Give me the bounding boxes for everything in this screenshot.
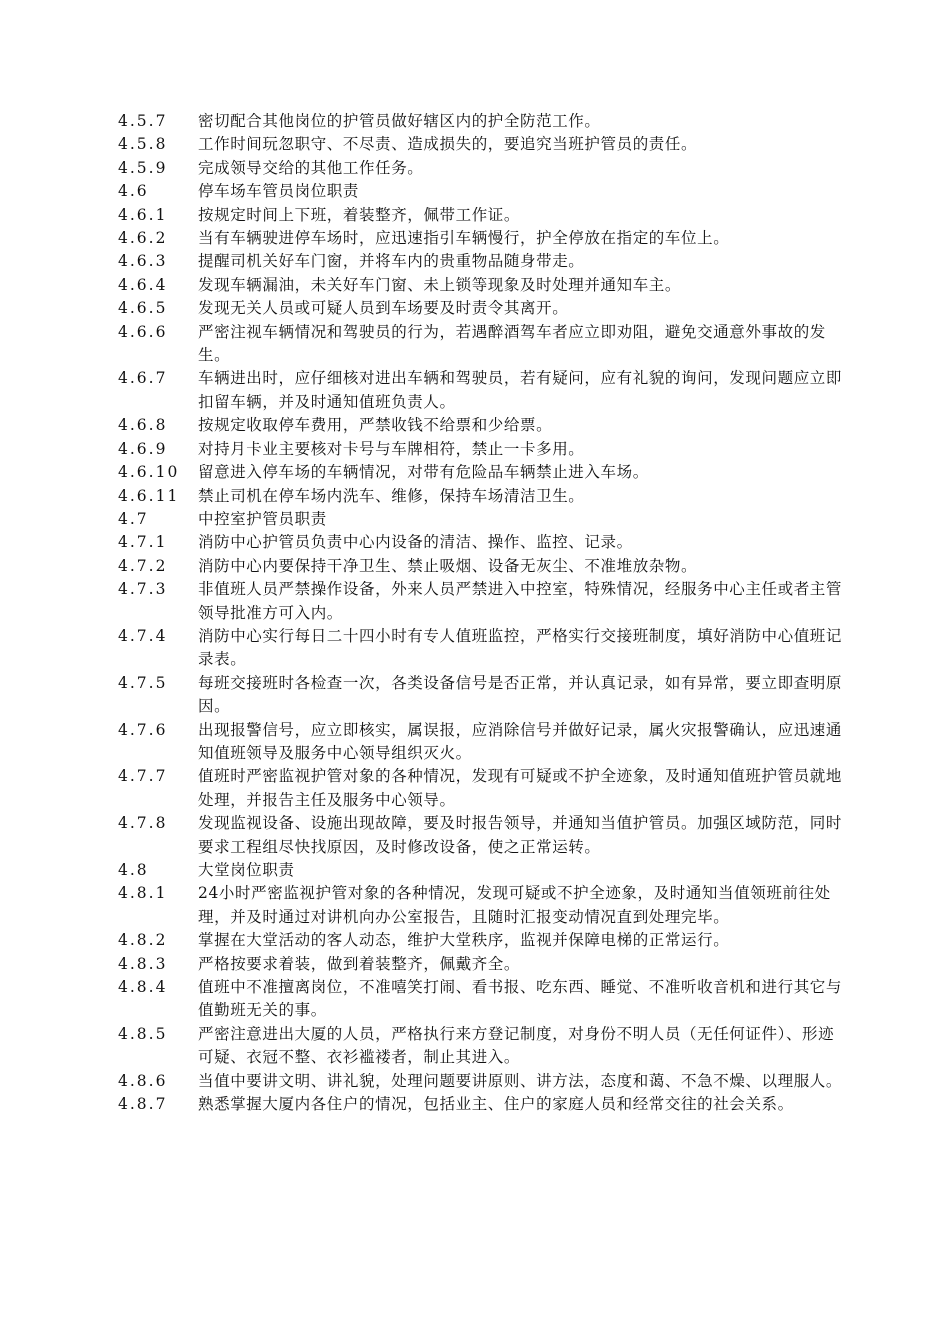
clause-item xyxy=(118,157,848,180)
clause-text: 消防中心内要保持干净卫生、禁止吸烟、设备无灰尘、不准堆放杂物。 xyxy=(198,556,698,575)
clause-number: 4.6.2 xyxy=(118,229,168,248)
clause-number: 4.7.2 xyxy=(118,556,168,575)
clause-text: 按规定时间上下班，着装整齐，佩带工作证。 xyxy=(198,205,521,224)
clause-number: 4.7.6 xyxy=(118,720,168,739)
clause-item xyxy=(118,555,848,578)
clause-item xyxy=(118,438,848,461)
clause-item xyxy=(118,953,848,976)
clause-item xyxy=(118,765,848,812)
clause-text: 按规定收取停车费用，严禁收钱不给票和少给票。 xyxy=(198,416,553,435)
clause-number: 4.8.2 xyxy=(118,931,168,950)
clause-number: 4.6.10 xyxy=(118,463,180,482)
clause-text: 24小时严密监视护管对象的各种情况，发现可疑或不护全迹象，及时通知当值领班前往处理，并及时通过对讲机向办公室报告，且随时汇报变动情况直到处理完毕。 xyxy=(198,884,831,926)
clause-number: 4.6.1 xyxy=(118,205,168,224)
clause-item xyxy=(118,1093,848,1116)
clause-text: 非值班人员严禁操作设备，外来人员严禁进入中控室，特殊情况，经服务中心主任或者主管领导批准方可入内。 xyxy=(198,580,843,622)
clause-text: 停车场车管员岗位职责 xyxy=(198,182,360,201)
clause-text: 发现无关人员或可疑人员到车场要及时责令其离开。 xyxy=(198,299,569,318)
clause-number: 4.8.1 xyxy=(118,884,168,903)
clause-text: 当值中要讲文明、讲礼貌，处理问题要讲原则、讲方法，态度和蔼、不急不燥、以理服人。 xyxy=(198,1071,843,1090)
clause-item xyxy=(118,882,848,929)
clause-number: 4.6.4 xyxy=(118,275,168,294)
clause-text: 提醒司机关好车门窗，并将车内的贵重物品随身带走。 xyxy=(198,252,585,271)
clause-text: 消防中心护管员负责中心内设备的清洁、操作、监控、记录。 xyxy=(198,533,633,552)
clause-number: 4.6.11 xyxy=(118,486,180,505)
clause-text: 值班时严密监视护管对象的各种情况，发现有可疑或不护全迹象，及时通知值班护管员就地处理，并报告主任及服务中心领导。 xyxy=(198,767,843,809)
clause-text: 严密注视车辆情况和驾驶员的行为，若遇醉酒驾车者应立即劝阻，避免交通意外事故的发生。 xyxy=(198,322,826,365)
clause-number: 4.7.3 xyxy=(118,580,168,599)
clause-number: 4.5.8 xyxy=(118,135,168,154)
clause-number: 4.6.3 xyxy=(118,252,168,271)
clause-text: 完成领导交给的其他工作任务。 xyxy=(198,158,424,177)
clause-item xyxy=(118,1023,848,1070)
clause-item xyxy=(118,485,848,508)
clause-number: 4.6.5 xyxy=(118,299,168,318)
clause-item xyxy=(118,625,848,672)
clause-text: 发现监视设备、设施出现故障，要及时报告领导，并通知当值护管员。加强区域防范，同时要求工程组尽快找原因，及时修改设备，使之正常运转。 xyxy=(198,814,843,856)
clause-text: 工作时间玩忽职守、不尽责、造成损失的，要追究当班护管员的责任。 xyxy=(198,135,698,154)
clause-text: 每班交接班时各检查一次，各类设备信号是否正常，并认真记录，如有异常，要立即查明原因。 xyxy=(198,673,843,716)
clause-number: 4.8.7 xyxy=(118,1095,168,1114)
clause-text: 大堂岗位职责 xyxy=(198,861,295,879)
clause-item xyxy=(118,297,848,320)
clause-number: 4.8.5 xyxy=(118,1024,168,1043)
clause-text: 留意进入停车场的车辆情况，对带有危险品车辆禁止进入车场。 xyxy=(198,463,649,482)
clause-text: 严格按要求着装，做到着装整齐，佩戴齐全。 xyxy=(198,954,521,973)
clause-item xyxy=(118,672,848,719)
clause-item xyxy=(118,812,848,859)
clause-item xyxy=(118,414,848,437)
clause-text: 消防中心实行每日二十四小时有专人值班监控，严格实行交接班制度，填好消防中心值班记录表。 xyxy=(198,626,843,669)
clause-text: 出现报警信号，应立即核实，属误报，应消除信号并做好记录，属火灾报警确认，应迅速通知值班领导及服务中心领导组织灭火。 xyxy=(198,720,843,762)
clause-number: 4.8.3 xyxy=(118,954,168,973)
clause-item xyxy=(118,929,848,952)
clause-number: 4.5.7 xyxy=(118,112,168,130)
clause-number: 4.7 xyxy=(118,509,149,528)
clause-text: 密切配合其他岗位的护管员做好辖区内的护全防范工作。 xyxy=(198,112,601,130)
clause-number: 4.7.8 xyxy=(118,814,168,833)
clause-item xyxy=(118,859,848,882)
clause-number: 4.8 xyxy=(118,861,149,879)
clause-number: 4.6.7 xyxy=(118,369,168,388)
clause-item xyxy=(118,461,848,484)
clause-number: 4.5.9 xyxy=(118,158,168,177)
clause-number: 4.8.4 xyxy=(118,978,168,997)
clause-text: 值班中不准擅离岗位，不准嘻笑打闹、看书报、吃东西、睡觉、不准听收音机和进行其它与值勤班无关的事。 xyxy=(198,978,843,1020)
clause-text: 对持月卡业主要核对卡号与车牌相符，禁止一卡多用。 xyxy=(198,439,585,458)
clause-number: 4.6.6 xyxy=(118,322,168,341)
clause-item xyxy=(118,719,848,766)
clause-item xyxy=(118,508,848,531)
clause-item xyxy=(118,250,848,273)
clause-number: 4.6.9 xyxy=(118,439,168,458)
clause-item xyxy=(118,531,848,554)
document-body xyxy=(118,110,848,1116)
clause-item xyxy=(118,227,848,250)
clause-item xyxy=(118,180,848,203)
clause-item xyxy=(118,274,848,297)
clause-item xyxy=(118,976,848,1023)
clause-item xyxy=(118,204,848,227)
clause-number: 4.7.1 xyxy=(118,533,168,552)
clause-item xyxy=(118,367,848,414)
clause-text: 发现车辆漏油，未关好车门窗、未上锁等现象及时处理并通知车主。 xyxy=(198,275,682,294)
clause-number: 4.8.6 xyxy=(118,1071,168,1090)
clause-text: 车辆进出时，应仔细核对进出车辆和驾驶员，若有疑问，应有礼貌的询问，发现问题应立即扣留车辆，并及时通知值班负责人。 xyxy=(198,369,843,411)
clause-item xyxy=(118,578,848,625)
clause-number: 4.7.5 xyxy=(118,673,168,692)
clause-item xyxy=(118,321,848,368)
clause-item xyxy=(118,110,848,133)
clause-text: 当有车辆驶进停车场时，应迅速指引车辆慢行，护全停放在指定的车位上。 xyxy=(198,229,730,248)
clause-item xyxy=(118,133,848,156)
clause-text: 禁止司机在停车场内洗车、维修，保持车场清洁卫生。 xyxy=(198,486,585,505)
clause-text: 严密注意进出大厦的人员，严格执行来方登记制度，对身份不明人员（无任何证件）、形迹可疑、衣冠不整、衣衫褴褛者，制止其进入。 xyxy=(198,1024,835,1067)
clause-text: 中控室护管员职责 xyxy=(198,509,327,528)
clause-text: 熟悉掌握大厦内各住户的情况，包括业主、住户的家庭人员和经常交往的社会关系。 xyxy=(198,1095,794,1114)
clause-number: 4.7.7 xyxy=(118,767,168,786)
clause-number: 4.6 xyxy=(118,182,149,201)
clause-number: 4.6.8 xyxy=(118,416,168,435)
clause-text: 掌握在大堂活动的客人动态，维护大堂秩序，监视并保障电梯的正常运行。 xyxy=(198,931,730,950)
clause-number: 4.7.4 xyxy=(118,626,168,645)
clause-item xyxy=(118,1070,848,1093)
